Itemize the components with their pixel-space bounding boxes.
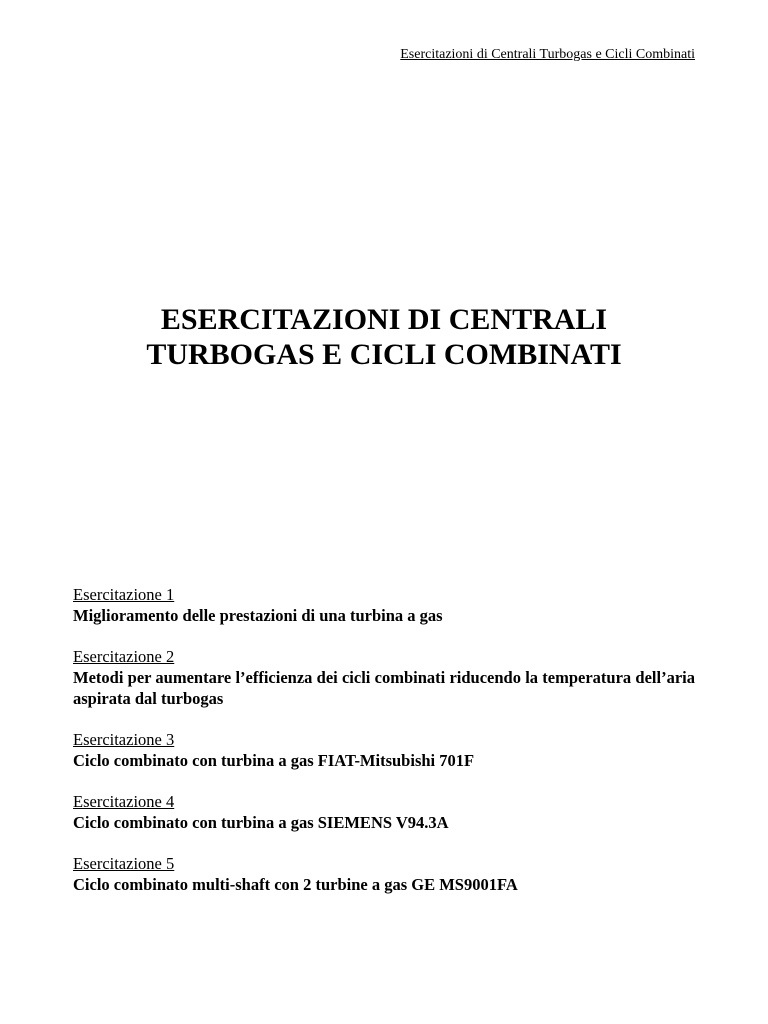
exercise-list: [73, 584, 695, 915]
exercise-label: Esercitazione 1: [73, 585, 175, 604]
exercise-item-3: [73, 729, 695, 771]
exercise-label: Esercitazione 3: [73, 730, 175, 749]
document-title: [0, 302, 768, 372]
exercise-title: Ciclo combinato con turbina a gas SIEMENS V94.3A: [73, 813, 449, 832]
document-title-line-1: ESERCITAZIONI DI CENTRALI: [160, 303, 608, 336]
running-header: Esercitazioni di Centrali Turbogas e Cicli Combinati: [400, 47, 695, 62]
exercise-title: Metodi per aumentare l’efficienza dei cicli combinati riducendo la temperatura dell’aria aspirata dal turbogas: [73, 668, 695, 708]
exercise-label: Esercitazione 5: [73, 854, 175, 873]
exercise-label: Esercitazione 2: [73, 647, 175, 666]
exercise-title: Ciclo combinato con turbina a gas FIAT-Mitsubishi 701F: [73, 751, 475, 770]
exercise-item-2: [73, 646, 695, 709]
exercise-item-5: [73, 853, 695, 895]
exercise-item-1: [73, 584, 695, 626]
exercise-title: Ciclo combinato multi-shaft con 2 turbine a gas GE MS9001FA: [73, 875, 518, 894]
document-title-line-2: TURBOGAS E CICLI COMBINATI: [146, 338, 622, 371]
exercise-label: Esercitazione 4: [73, 792, 175, 811]
exercise-item-4: [73, 791, 695, 833]
exercise-title: Miglioramento delle prestazioni di una turbina a gas: [73, 606, 443, 625]
